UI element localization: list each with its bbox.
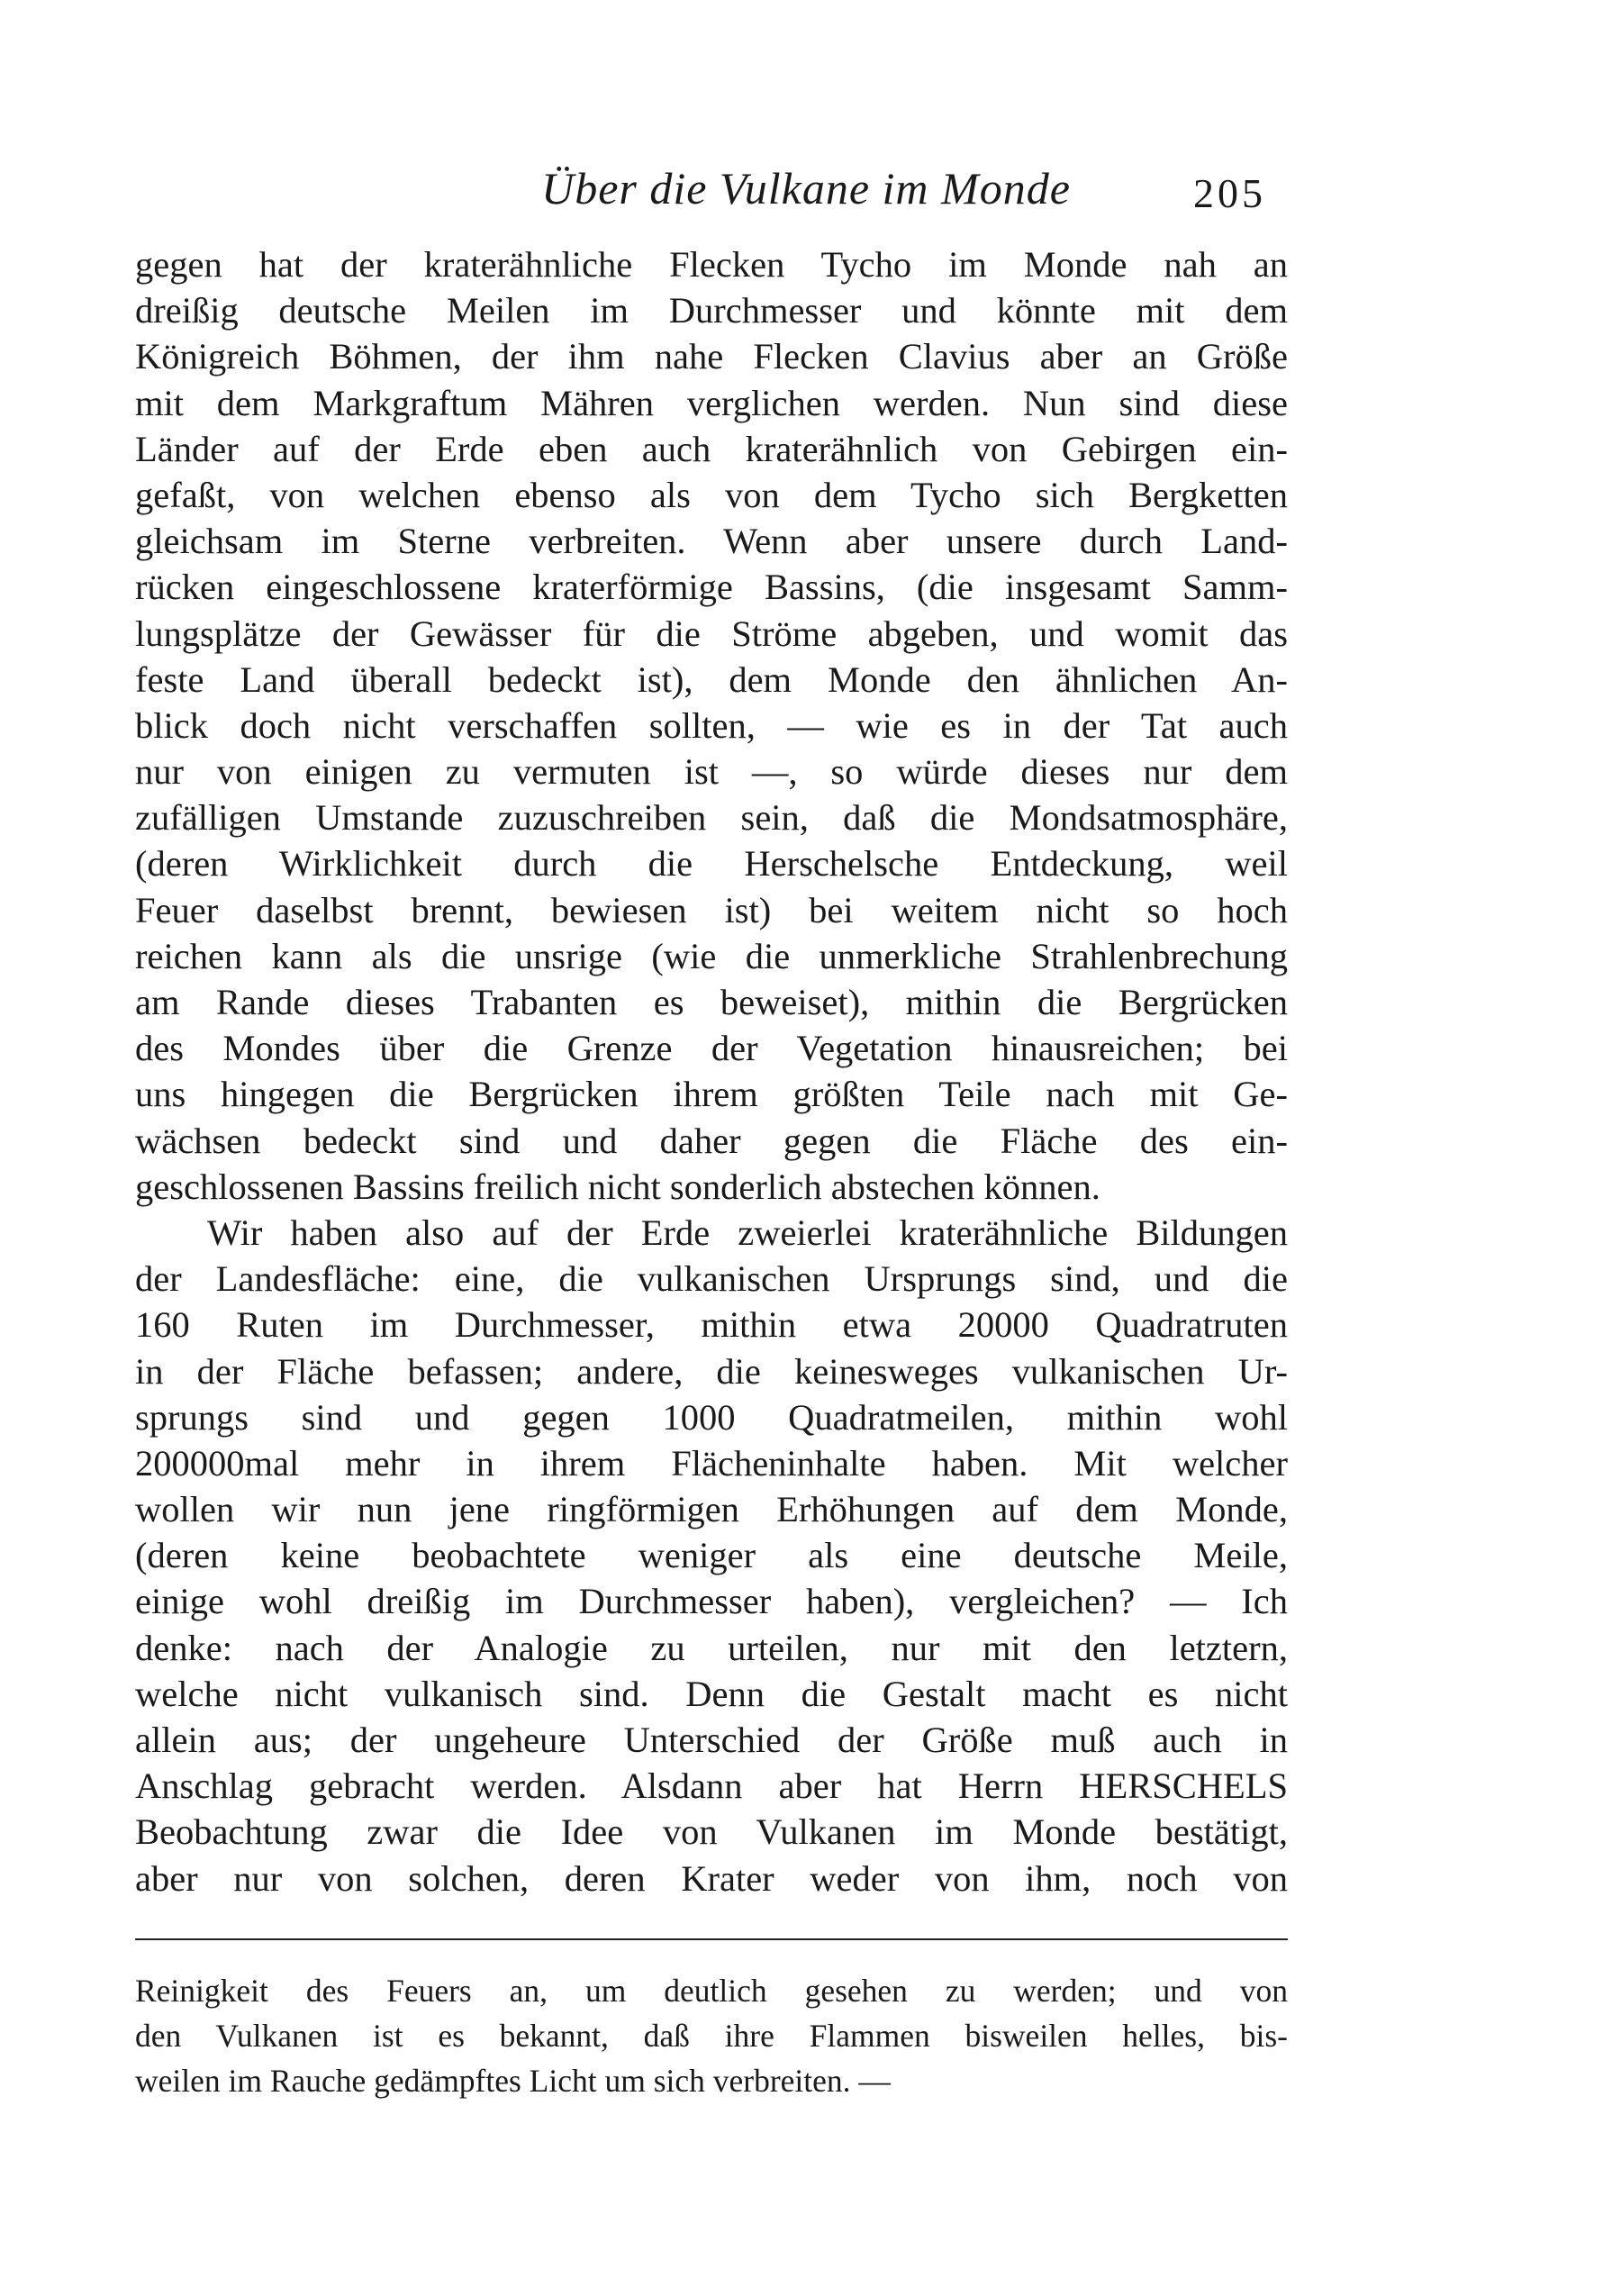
text-line: 200000mal mehr in ihrem Flächeninhalte haben. Mit welcher <box>135 1442 1288 1484</box>
footnote-line: weilen im Rauche gedämpftes Licht um sich verbreiten. — <box>135 2063 891 2099</box>
footnote-line: Reinigkeit des Feuers an, um deutlich gesehen zu werden; und von <box>135 1973 1288 2009</box>
text-line: nur von einigen zu vermuten ist —, so würde dieses nur dem <box>135 751 1288 793</box>
footnote-line: den Vulkanen ist es bekannt, daß ihre Flammen bisweilen helles, bis- <box>135 2018 1288 2054</box>
text-line: Königreich Böhmen, der ihm nahe Flecken Clavius aber an Größe <box>135 336 1288 377</box>
text-line: Länder auf der Erde eben auch kraterähnlich von Gebirgen ein- <box>135 428 1288 469</box>
text-line: Anschlag gebracht werden. Alsdann aber hat Herrn HERSCHELS <box>135 1765 1288 1807</box>
text-line: blick doch nicht verschaffen sollten, — wie es in der Tat auch <box>135 704 1288 746</box>
text-line: Feuer daselbst brennt, bewiesen ist) bei weitem nicht so hoch <box>135 889 1288 930</box>
text-line: (deren Wirklichkeit durch die Herschelsche Entdeckung, weil <box>135 843 1288 885</box>
text-line: in der Fläche befassen; andere, die keinesweges vulkanischen Ur- <box>135 1350 1288 1392</box>
running-head <box>0 162 1612 225</box>
text-line: aber nur von solchen, deren Krater weder von ihm, noch von <box>135 1857 1288 1899</box>
footnote-rule <box>135 1938 1288 1940</box>
text-line: mit dem Markgraftum Mähren verglichen werden. Nun sind diese <box>135 382 1288 423</box>
text-line: gegen hat der kraterähnliche Flecken Tycho im Monde nah an <box>135 244 1288 285</box>
running-title: Über die Vulkane im Monde <box>541 163 1071 213</box>
text-line: Wir haben also auf der Erde zweierlei kraterähnliche Bildungen <box>207 1212 1288 1253</box>
text-line: gleichsam im Sterne verbreiten. Wenn aber unsere durch Land- <box>135 521 1288 562</box>
text-line: des Mondes über die Grenze der Vegetation hinausreichen; bei <box>135 1028 1288 1069</box>
text-line: reichen kann als die unsrige (wie die unmerkliche Strahlenbrechung <box>135 935 1288 976</box>
text-line: gefaßt, von welchen ebenso als von dem Tycho sich Bergketten <box>135 474 1288 515</box>
text-line: geschlossenen Bassins freilich nicht sonderlich abstechen können. <box>135 1166 1100 1207</box>
text-line: welche nicht vulkanisch sind. Denn die Gestalt macht es nicht <box>135 1673 1288 1714</box>
page-number: 205 <box>1193 170 1266 216</box>
text-line: einige wohl dreißig im Durchmesser haben), vergleichen? — Ich <box>135 1581 1288 1622</box>
text-line: Beobachtung zwar die Idee von Vulkanen im Monde bestätigt, <box>135 1811 1288 1853</box>
text-line: feste Land überall bedeckt ist), dem Monde den ähnlichen An- <box>135 658 1288 700</box>
footnote <box>135 1968 1288 2103</box>
text-line: dreißig deutsche Meilen im Durchmesser und könnte mit dem <box>135 290 1288 331</box>
text-line: 160 Ruten im Durchmesser, mithin etwa 20000 Quadratruten <box>135 1304 1288 1346</box>
text-line: lungsplätze der Gewässer für die Ströme abgeben, und womit das <box>135 613 1288 654</box>
text-line: sprungs sind und gegen 1000 Quadratmeilen, mithin wohl <box>135 1396 1288 1438</box>
text-line: rücken eingeschlossene kraterförmige Bassins, (die insgesamt Samm- <box>135 567 1288 608</box>
text-line: wollen wir nun jene ringförmigen Erhöhungen auf dem Monde, <box>135 1489 1288 1530</box>
text-line: allein aus; der ungeheure Unterschied der Größe muß auch in <box>135 1720 1288 1760</box>
text-line: uns hingegen die Bergrücken ihrem größten Teile nach mit Ge- <box>135 1074 1288 1115</box>
text-line: wächsen bedeckt sind und daher gegen die Fläche des ein- <box>135 1120 1288 1161</box>
body-text <box>135 241 1288 1901</box>
text-line: der Landesfläche: eine, die vulkanischen Ursprungs sind, und die <box>135 1258 1288 1300</box>
text-line: denke: nach der Analogie zu urteilen, nur mit den letztern, <box>135 1627 1288 1668</box>
text-line: zufälligen Umstande zuzuschreiben sein, daß die Mondsatmosphäre, <box>135 797 1288 839</box>
text-line: am Rande dieses Trabanten es beweiset), mithin die Bergrücken <box>135 982 1288 1022</box>
text-line: (deren keine beobachtete weniger als eine deutsche Meile, <box>135 1535 1288 1576</box>
